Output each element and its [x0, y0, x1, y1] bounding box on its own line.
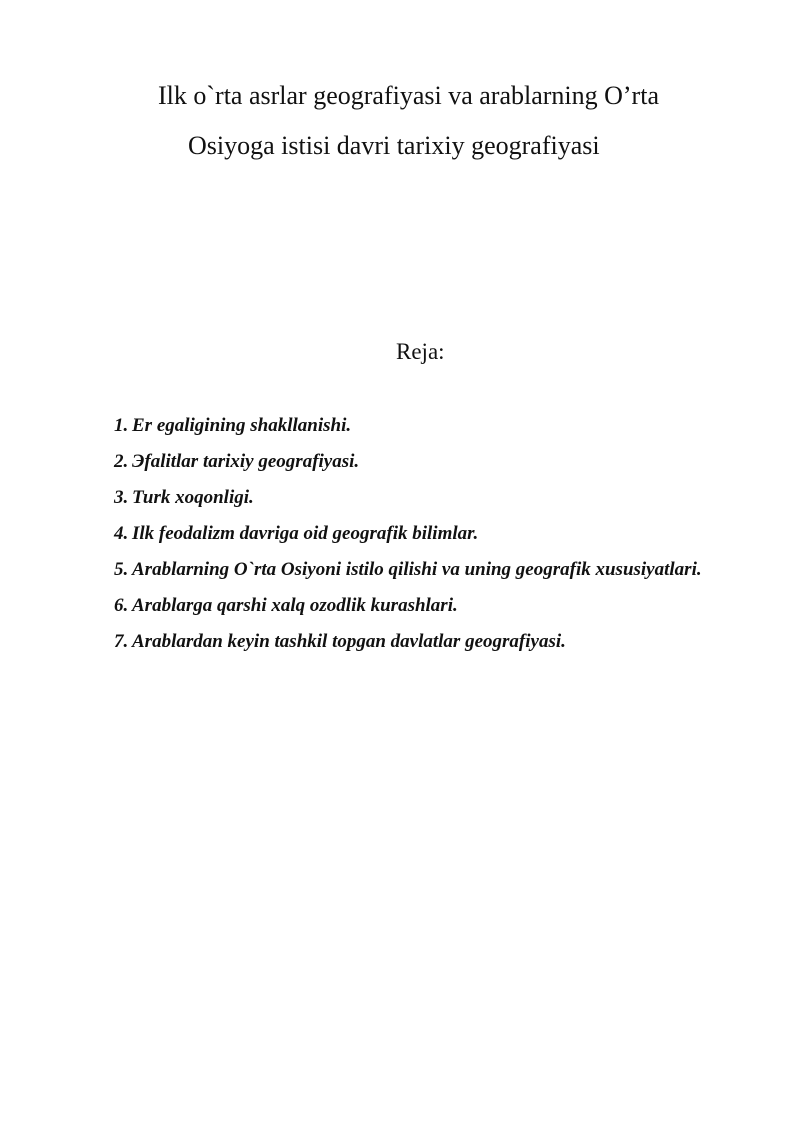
plan-item-number: 6. [114, 595, 129, 616]
plan-item-number: 3. [114, 487, 129, 508]
plan-item-6 [114, 588, 714, 624]
plan-item-text: Arablardan keyin tashkil topgan davlatlar geografiyasi. [132, 631, 566, 652]
plan-item-number: 2. [114, 451, 129, 472]
plan-item-number: 7. [114, 631, 129, 652]
plan-item-number: 4. [114, 523, 129, 544]
plan-item-3 [114, 480, 714, 516]
plan-item-text: Arablarning O`rta Osiyoni istilo qilishi va uning geografik xususiyatlari. [132, 559, 702, 580]
plan-item-1 [114, 408, 714, 444]
plan-item-2 [114, 444, 714, 480]
plan-item-7 [114, 624, 714, 660]
plan-item-number: 1. [114, 415, 129, 436]
plan-item-text: Эfalitlar tarixiy geografiyasi. [132, 451, 360, 472]
plan-item-text: Er egaligining shakllanishi. [132, 415, 352, 436]
plan-item-text: Arablarga qarshi xalq ozodlik kurashlari. [132, 595, 458, 616]
plan-list [114, 408, 714, 660]
plan-item-text: Ilk feodalizm davriga oid geografik bilimlar. [132, 523, 479, 544]
plan-item-4 [114, 516, 714, 552]
plan-item-5 [114, 552, 714, 588]
plan-item-number: 5. [114, 559, 129, 580]
document-title-line-1: Ilk o`rta asrlar geografiyasi va arablarning O’rta [158, 81, 659, 110]
plan-item-text: Turk xoqonligi. [132, 487, 254, 508]
document-title-line-2: Osiyoga istisi davri tarixiy geografiyasi [188, 131, 600, 160]
plan-heading: Reja: [396, 339, 445, 364]
